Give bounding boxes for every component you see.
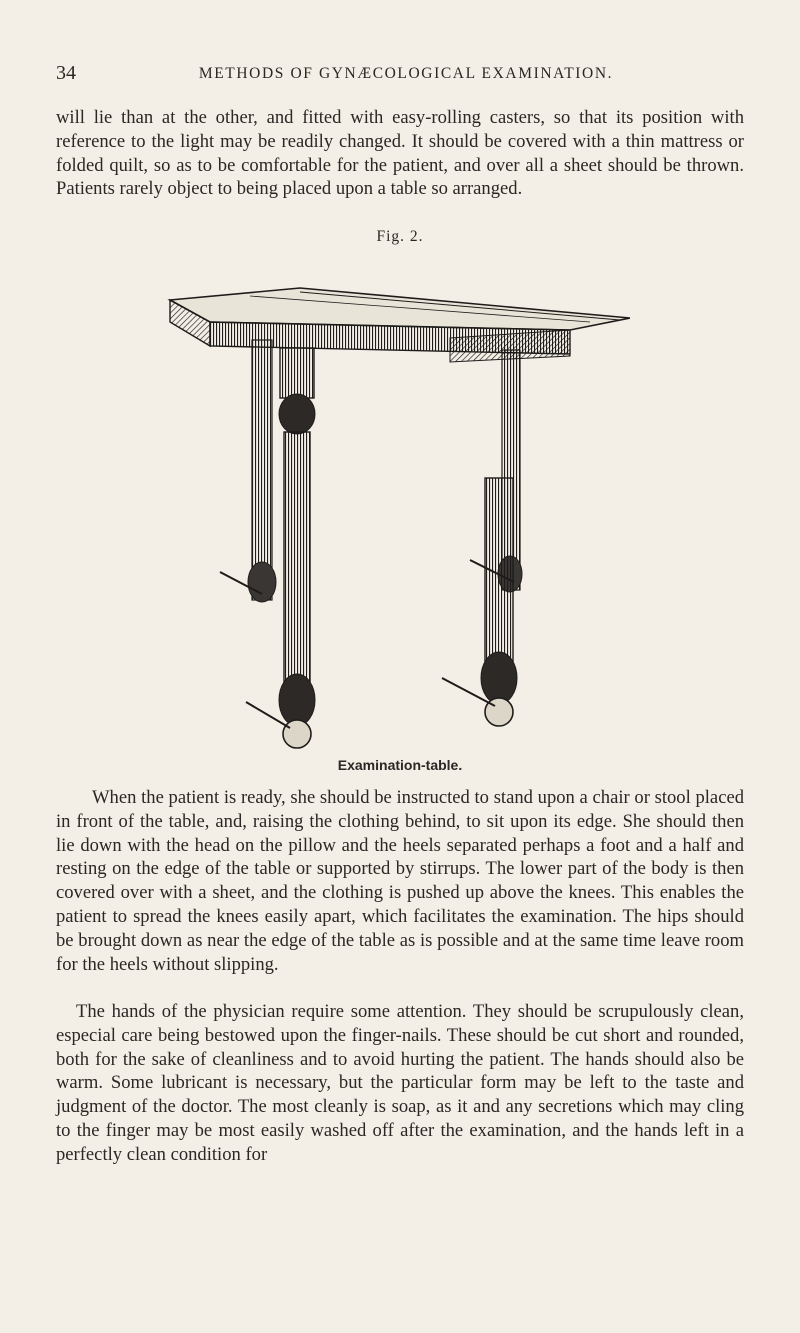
paragraph-2: When the patient is ready, she should be instructed to stand upon a chair or stool placed in front of the table, and, raising the clothing behind, to sit upon its edge. She should then lie down with the head on the pillow and the heels separated perhaps a foot and a half and resting on the edge of the table or supported by stirrups. The lower part of the body is then covered over with a sheet, and the clothing is pushed up above the knees. This enables the patient to spread the knees easily apart, which facilitates the examination. The hips should be brought down as near the edge of the table as is possible and at the same time leave room for the heels without slipping. <box>56 787 744 975</box>
paragraph-3: The hands of the physician require some attention. They should be scrupulously clean, especial care being bestowed upon the finger-nails. These should be cut short and rounded, both for the sake of cleanliness and to avoid hurting the patient. The hands should also be warm. Some lubricant is necessary, but the particular form may be left to the taste and judgment of the doctor. The most cleanly is soap, as it and any secretions which may cling to the finger may be most easily washed off after the examination, and the hands left in a perfectly clean condition for <box>56 1001 744 1165</box>
page-number: 34 <box>56 62 76 84</box>
figure-label: Fig. 2. <box>376 228 424 245</box>
figure-caption: Examination-table. <box>337 757 463 773</box>
paragraph-1: will lie than at the other, and fitted with easy-rolling casters, so that its position with reference to the light may be readily changed. It should be covered with a thin mattress or folded quilt, so as to be comfortable for the patient, and over all a sheet should be thrown. Patients rarely object to being placed upon a table so arranged. <box>56 107 744 200</box>
page-header <box>56 62 756 92</box>
examination-table-illustration <box>150 282 630 752</box>
running-head: METHODS OF GYNÆCOLOGICAL EXAMINATION. <box>198 65 614 82</box>
